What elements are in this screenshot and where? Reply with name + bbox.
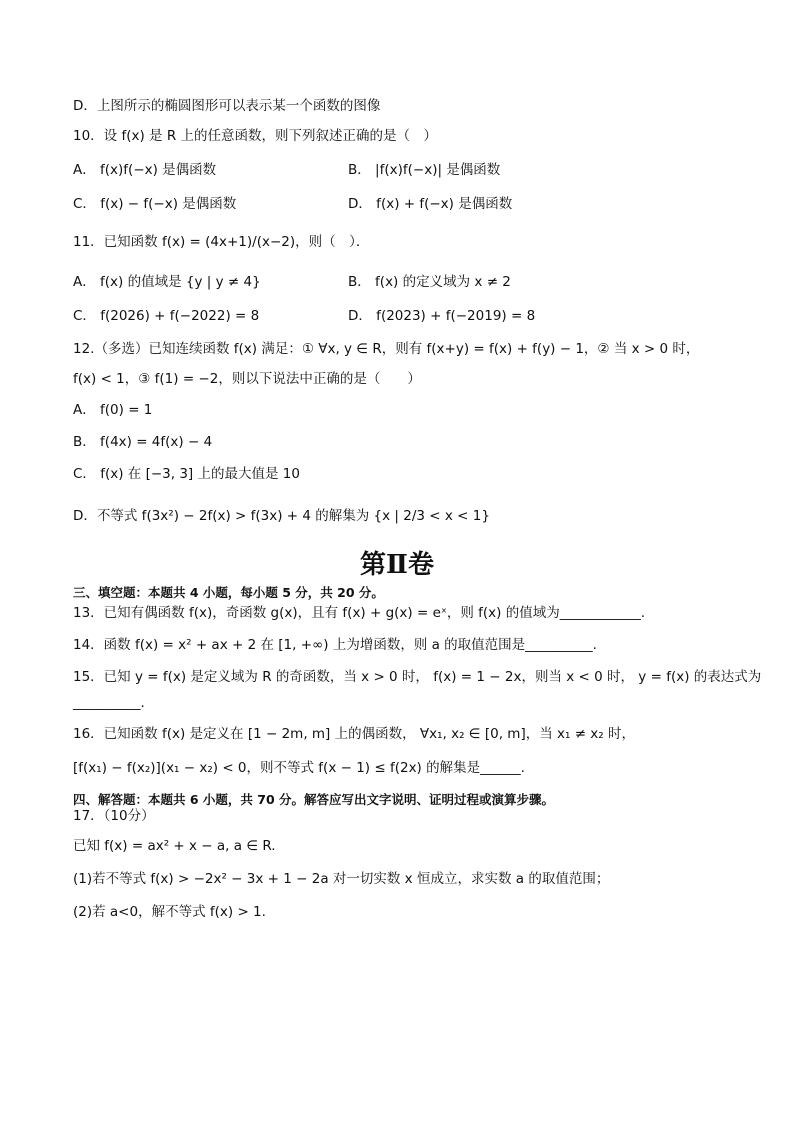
- q13: 13．已知有偶函数 f(x)，奇函数 g(x)，且有 f(x) + g(x) = eˣ，则 f(x) 的值域为____________.: [73, 605, 646, 621]
- q12-option-b: B． f(4x) = 4f(x) − 4: [73, 434, 213, 450]
- q15-line2: __________.: [73, 695, 145, 711]
- q16-line2: [f(x₁) − f(x₂)](x₁ − x₂) < 0，则不等式 f(x − 1) ≤ f(2x) 的解集是______.: [73, 760, 525, 776]
- section-answer-header: 四、解答题：本题共 6 小题，共 70 分。解答应写出文字说明、证明过程或演算步骤。: [73, 792, 555, 807]
- q11-stem: 11．已知函数 f(x) = (4x+1)/(x−2)，则（ ）．: [73, 234, 370, 250]
- q17-given: 已知 f(x) = ax² + x − a, a ∈ R.: [73, 838, 276, 854]
- q10-option-b: B． |f(x)f(−x)| 是偶函数: [348, 162, 501, 178]
- q10-stem: 10．设 f(x) 是 R 上的任意函数，则下列叙述正确的是（ ）: [73, 128, 437, 144]
- q11-option-b: B． f(x) 的定义域为 x ≠ 2: [348, 274, 511, 290]
- q12-stem-line2: f(x) < 1，③ f(1) = −2，则以下说法中正确的是（ ）: [73, 371, 421, 387]
- q17-part1: (1)若不等式 f(x) > −2x² − 3x + 1 − 2a 对一切实数 x 恒成立，求实数 a 的取值范围；: [73, 871, 610, 887]
- q12-option-a: A． f(0) = 1: [73, 402, 153, 418]
- q9-option-d: D．上图所示的椭圆图形可以表示某一个函数的图像: [73, 98, 381, 114]
- q12-option-d: D．不等式 f(3x²) − 2f(x) > f(3x) + 4 的解集为 {x | 2/3 < x < 1}: [73, 508, 490, 524]
- q15-line1: 15．已知 y = f(x) 是定义域为 R 的奇函数，当 x > 0 时， f(x) = 1 − 2x，则当 x < 0 时， y = f(x) 的表达式为: [73, 669, 762, 685]
- q11-option-c: C． f(2026) + f(−2022) = 8: [73, 308, 260, 324]
- q10-option-c: C． f(x) − f(−x) 是偶函数: [73, 196, 237, 212]
- q12-option-c: C． f(x) 在 [−3, 3] 上的最大值是 10: [73, 466, 300, 482]
- q16-line1: 16．已知函数 f(x) 是定义在 [1 − 2m, m] 上的偶函数， ∀x₁, x₂ ∈ [0, m]，当 x₁ ≠ x₂ 时，: [73, 726, 635, 742]
- q12-stem-line1: 12.（多选）已知连续函数 f(x) 满足：① ∀x, y ∈ R，则有 f(x+y) = f(x) + f(y) − 1，② 当 x > 0 时，: [73, 341, 700, 357]
- q17-header: 17．（10分）: [73, 808, 155, 824]
- q11-option-a: A． f(x) 的值域是 {y | y ≠ 4}: [73, 274, 261, 290]
- section-title: 第Ⅱ卷: [360, 550, 434, 580]
- q10-option-d: D． f(x) + f(−x) 是偶函数: [348, 196, 513, 212]
- q17-part2: (2)若 a<0，解不等式 f(x) > 1.: [73, 904, 266, 920]
- q11-option-d: D． f(2023) + f(−2019) = 8: [348, 308, 536, 324]
- q14: 14．函数 f(x) = x² + ax + 2 在 [1, +∞) 上为增函数，则 a 的取值范围是__________.: [73, 637, 597, 653]
- q10-option-a: A． f(x)f(−x) 是偶函数: [73, 162, 217, 178]
- section-fill-blank-header: 三、填空题：本题共 4 小题，每小题 5 分，共 20 分。: [73, 585, 384, 600]
